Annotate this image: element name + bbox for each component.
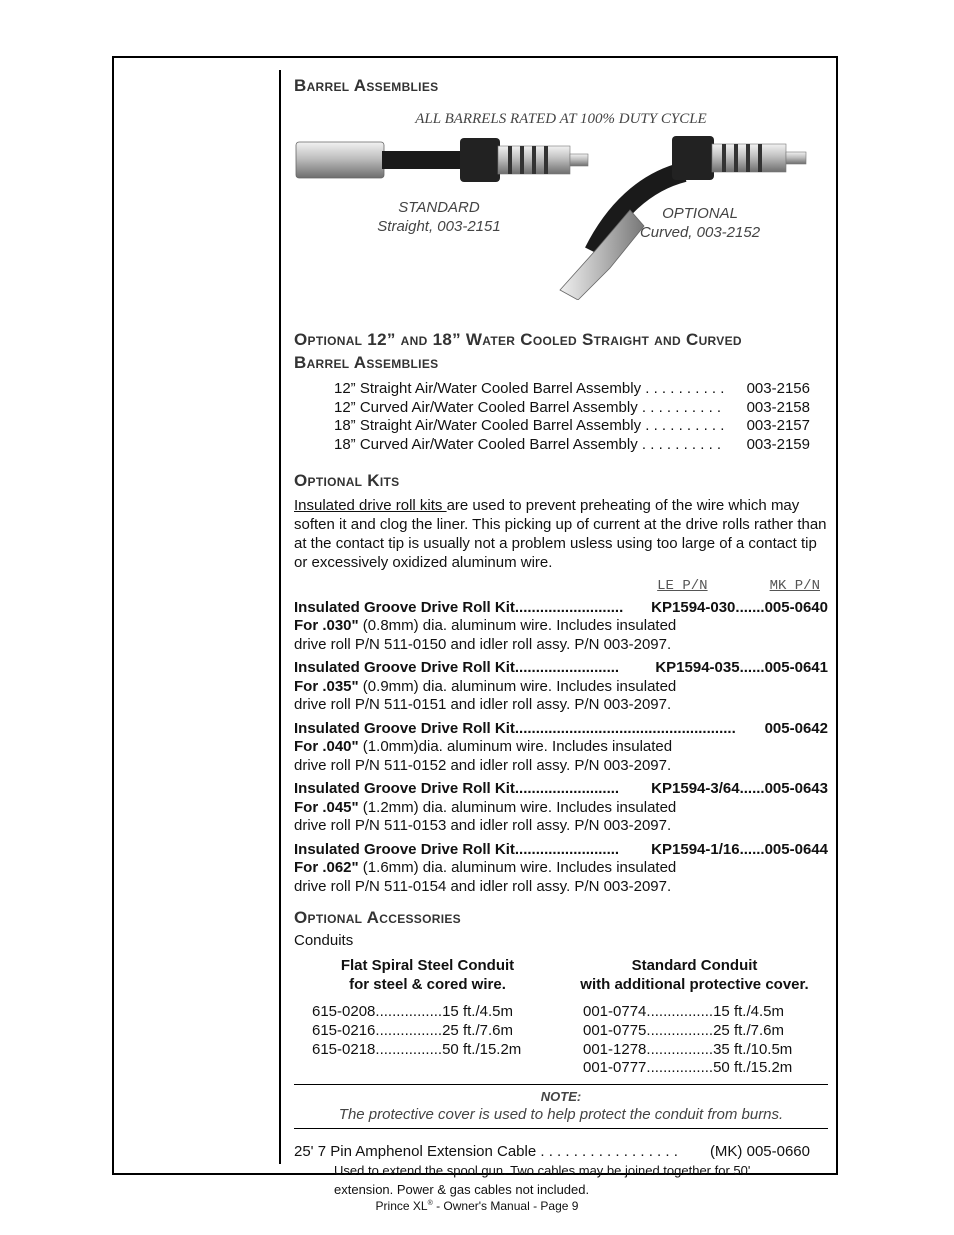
cable-part-number: (MK) 005-0660: [709, 1142, 810, 1160]
kit-le-pn: KP1594-030: [651, 598, 736, 616]
note-box: [294, 1084, 828, 1129]
pn-column-headers: [294, 578, 828, 594]
conduit-length: 15 ft./4.5m: [713, 1003, 784, 1021]
conduit-pn: 615-0218: [312, 1040, 376, 1058]
conduit-pn: 001-0774: [583, 1003, 647, 1021]
kit-description: [294, 678, 828, 697]
conduit-pn: 001-0775: [583, 1021, 647, 1039]
list-item: [312, 1041, 561, 1060]
kit-item: [294, 841, 828, 897]
list-item: [583, 1041, 828, 1060]
kit-desc-2: drive roll P/N 511-0150 and idler roll assy. P/N 003-2097.: [294, 635, 672, 653]
kit-le-pn: KP1594-1/16: [651, 840, 740, 858]
barrel-heading: Barrel Assemblies: [294, 76, 439, 95]
kit-desc-1: (1.0mm)dia. aluminum wire. Includes insulated: [358, 738, 673, 756]
kit-item: [294, 720, 828, 776]
kit-size: For .030": [294, 617, 359, 635]
kit-le-pn: KP1594-035: [655, 659, 740, 677]
kits-intro-text: are used to prevent preheating of the wire which may soften it and clog the liner. This picking up of current at the drive rolls rather than at the contact tip is usually not a problem usless using too large of a contact tip or excessively oxidized aluminum wire.: [294, 496, 827, 571]
conduit-length: 15 ft./4.5m: [442, 1003, 513, 1021]
kit-dots-2: .......: [735, 598, 765, 616]
kit-desc-2: drive roll P/N 511-0154 and idler roll assy. P/N 003-2097.: [294, 877, 672, 895]
list-item: [583, 1003, 828, 1022]
kit-dots: .........................: [514, 659, 620, 677]
conduit-dots: ................: [646, 1040, 714, 1058]
standard-conduit-column: [561, 956, 828, 1077]
content-column: [294, 74, 828, 1199]
kit-title: Insulated Groove Drive Roll Kit: [294, 659, 515, 677]
sidebar-rule: [279, 70, 281, 1164]
kit-desc-1: (1.6mm) dia. aluminum wire. Includes insulated: [358, 859, 677, 877]
std-head-1: Standard Conduit: [631, 957, 758, 975]
kit-size: For .035": [294, 677, 359, 695]
part-label: 18” Curved Air/Water Cooled Barrel Assembly . . . . . . . . . .: [334, 436, 722, 454]
standard-caption-title: STANDARD: [398, 199, 480, 216]
kit-le-pn: KP1594-3/64: [651, 780, 740, 798]
conduit-dots: ................: [375, 1003, 443, 1021]
conduit-pn: 001-1278: [583, 1040, 647, 1058]
optional-caption-title: OPTIONAL: [662, 205, 738, 222]
kit-dots-2: ......: [739, 659, 765, 677]
kit-dots-2: ......: [739, 840, 765, 858]
kit-mk-pn: 005-0642: [764, 719, 828, 737]
kit-mk-pn: 005-0643: [764, 780, 828, 798]
list-item: [334, 436, 810, 455]
conduit-dots: ................: [375, 1040, 443, 1058]
cable-desc-2: extension. Power & gas cables not included.: [334, 1181, 590, 1197]
kit-mk-pn: 005-0641: [764, 659, 828, 677]
kit-size: For .040": [294, 738, 359, 756]
part-number: 003-2159: [746, 436, 810, 454]
kit-dots: .....................................................: [514, 719, 736, 737]
kit-title-row: [294, 720, 828, 739]
extension-cable-row: [294, 1143, 810, 1160]
std-head-2: with additional protective cover.: [580, 976, 809, 994]
kit-title: Insulated Groove Drive Roll Kit: [294, 598, 515, 616]
standard-caption: [364, 198, 514, 236]
kit-title: Insulated Groove Drive Roll Kit: [294, 840, 515, 858]
kit-title-row: [294, 780, 828, 799]
kit-dots: ..........................: [514, 598, 624, 616]
standard-caption-pn: Straight, 003-2151: [377, 218, 501, 235]
kits-heading: Optional Kits: [294, 470, 400, 490]
cable-description: [334, 1161, 828, 1199]
part-label: 12” Straight Air/Water Cooled Barrel Assembly . . . . . . . . . .: [334, 380, 725, 397]
duty-cycle-note: ALL BARRELS RATED AT 100% DUTY CYCLE: [415, 111, 707, 127]
part-number: 003-2157: [746, 417, 810, 435]
conduits-label: Conduits: [294, 932, 354, 950]
kit-desc-1: (0.8mm) dia. aluminum wire. Includes insulated: [358, 617, 677, 635]
kit-title: Insulated Groove Drive Roll Kit: [294, 719, 515, 737]
kit-description: [294, 738, 828, 757]
flat-spiral-list: [312, 1003, 561, 1059]
part-label: 18” Straight Air/Water Cooled Barrel Assembly . . . . . . . . . .: [334, 417, 725, 435]
conduit-length: 50 ft./15.2m: [442, 1040, 522, 1058]
flat-spiral-header: [294, 956, 561, 994]
footer-page: - Owner's Manual - Page 9: [432, 1199, 579, 1213]
kit-dots: .........................: [514, 840, 620, 858]
list-item: [312, 1003, 561, 1022]
kit-desc-1: (0.9mm) dia. aluminum wire. Includes insulated: [358, 677, 677, 695]
registered-mark: ®: [427, 1200, 433, 1207]
kit-title-row: [294, 841, 828, 860]
kit-size: For .062": [294, 859, 359, 877]
mk-pn-header: MK P/N: [769, 577, 820, 594]
conduit-columns: [294, 956, 828, 1077]
water-cooled-parts-list: [334, 380, 828, 455]
accessories-heading: Optional Accessories: [294, 908, 461, 928]
list-item: [334, 380, 810, 399]
part-label: 12” Curved Air/Water Cooled Barrel Assembly . . . . . . . . . .: [334, 398, 722, 416]
kit-dots-2: ......: [739, 780, 765, 798]
kit-desc-2: drive roll P/N 511-0151 and idler roll assy. P/N 003-2097.: [294, 696, 672, 714]
kit-description: [294, 859, 828, 878]
water-cooled-heading: Optional 12” and 18” Water Cooled Straight and Curved: [294, 330, 742, 349]
note-title: NOTE:: [540, 1088, 582, 1104]
kit-mk-pn: 005-0644: [764, 840, 828, 858]
list-item: [334, 417, 810, 436]
water-cooled-heading-2: Barrel Assemblies: [294, 353, 439, 372]
kit-description: [294, 799, 828, 818]
kits-intro: [294, 496, 828, 572]
conduit-length: 25 ft./7.6m: [442, 1021, 513, 1039]
straight-barrel-image: [296, 138, 588, 182]
kit-desc-2: drive roll P/N 511-0153 and idler roll assy. P/N 003-2097.: [294, 817, 672, 835]
kit-title: Insulated Groove Drive Roll Kit: [294, 780, 515, 798]
list-item: [583, 1059, 828, 1078]
kit-item: [294, 780, 828, 836]
le-pn-header: LE P/N: [657, 577, 708, 594]
kit-dots: .........................: [514, 780, 620, 798]
conduit-pn: 615-0208: [312, 1003, 376, 1021]
standard-conduit-list: [583, 1003, 828, 1077]
conduit-length: 25 ft./7.6m: [713, 1021, 784, 1039]
kit-title-row: [294, 599, 828, 618]
page-footer: [0, 1199, 954, 1213]
barrel-figure: [294, 132, 828, 300]
footer-product: Prince XL: [375, 1199, 428, 1213]
list-item: [583, 1022, 828, 1041]
conduit-length: 35 ft./10.5m: [713, 1040, 793, 1058]
optional-caption-pn: Curved, 003-2152: [639, 224, 761, 241]
list-item: [312, 1022, 561, 1041]
conduit-dots: ................: [375, 1021, 443, 1039]
kit-desc-1: (1.2mm) dia. aluminum wire. Includes insulated: [358, 798, 677, 816]
part-number: 003-2158: [746, 398, 810, 416]
conduit-dots: ................: [646, 1003, 714, 1021]
conduit-length: 50 ft./15.2m: [713, 1059, 793, 1077]
flat-head-2: for steel & cored wire.: [349, 976, 506, 994]
conduit-dots: ................: [646, 1021, 714, 1039]
kit-item: [294, 659, 828, 715]
kit-description: [294, 617, 828, 636]
kit-size: For .045": [294, 798, 359, 816]
kits-intro-link: Insulated drive roll kits: [294, 496, 447, 514]
note-text: The protective cover is used to help protect the conduit from burns.: [338, 1105, 784, 1123]
conduit-pn: 615-0216: [312, 1021, 376, 1039]
optional-caption: [628, 204, 772, 242]
kit-desc-2: drive roll P/N 511-0152 and idler roll assy. P/N 003-2097.: [294, 756, 672, 774]
kit-mk-pn: 005-0640: [764, 598, 828, 616]
conduit-pn: 001-0777: [583, 1059, 647, 1077]
kit-item: [294, 599, 828, 655]
flat-spiral-column: [294, 956, 561, 1077]
list-item: [334, 399, 810, 418]
conduit-dots: ................: [646, 1059, 714, 1077]
cable-label: 25' 7 Pin Amphenol Extension Cable . . . . . . . . . . . . . . . . .: [294, 1142, 678, 1160]
standard-conduit-header: [561, 956, 828, 994]
flat-head-1: Flat Spiral Steel Conduit: [340, 957, 515, 975]
cable-desc-1: Used to extend the spool gun. Two cables may be joined together for 50': [334, 1162, 751, 1178]
kit-title-row: [294, 659, 828, 678]
part-number: 003-2156: [746, 380, 810, 397]
